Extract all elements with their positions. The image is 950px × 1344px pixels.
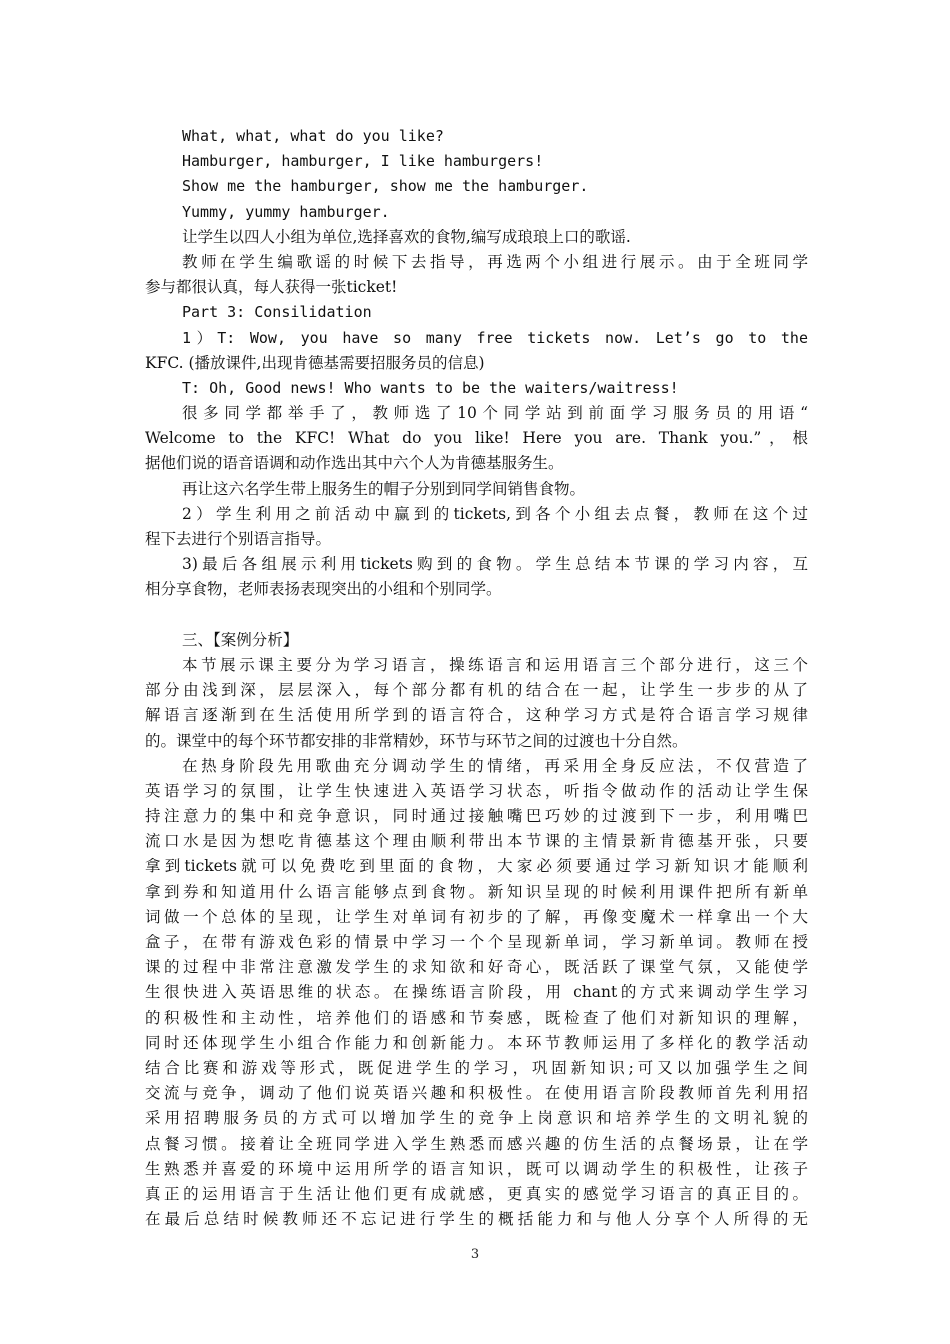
analysis-p2-line: 交流与竞争，调动了他们说英语兴趣和积极性。在使用语言阶段教师首先利用招 bbox=[145, 1084, 808, 1103]
chant-line: Yummy, yummy hamburger. bbox=[182, 202, 390, 221]
hat-paragraph: 再让这六名学生带上服务生的帽子分别到同学间销售食物。 bbox=[182, 479, 586, 498]
chant-line: Hamburger, hamburger, I like hamburgers! bbox=[182, 152, 544, 171]
teacher-guidance-line: 教师在学生编歌谣的时候下去指导，再选两个小组进行展示。由于全班同学 bbox=[182, 252, 808, 271]
part3-item1-line: KFC. (播放课件,出现肯德基需要招服务员的信息) bbox=[145, 353, 485, 372]
analysis-p2-line: 点餐习惯。接着让全班同学进入学生熟悉而感兴趣的仿生活的点餐场景，让在学 bbox=[145, 1134, 808, 1153]
analysis-p2-line: 课的过程中非常注意激发学生的求知欲和好奇心，既活跃了课堂气氛，又能使学 bbox=[145, 958, 808, 977]
part3-item2-line: 程下去进行个别语言指导。 bbox=[145, 530, 332, 548]
waiter-paragraph-line: 很多同学都举手了，教师选了10个同学站到前面学习服务员的用语“ bbox=[182, 404, 808, 423]
analysis-p2-line: 流口水是因为想吃肯德基这个理由顺利带出本节课的主情景新肯德基开张，只要 bbox=[145, 832, 808, 851]
analysis-p1-line: 解语言逐渐到在生活使用所学到的语言符合，这种学习方式是符合语言学习规律 bbox=[145, 706, 808, 725]
part3-item3-line: 相分享食物，老师表扬表现突出的小组和个别同学。 bbox=[145, 580, 502, 599]
analysis-p2-line: 生熟悉并喜爱的环境中运用所学的语言知识，既可以调动学生的积极性，让孩子 bbox=[145, 1159, 808, 1178]
chant-line: Show me the hamburger, show me the hamburger. bbox=[182, 177, 589, 196]
analysis-p1-line: 部分由浅到深，层层深入，每个部分都有机的结合在一起，让学生一步步的从了 bbox=[145, 681, 808, 700]
analysis-p2-line: 拿到券和知道用什么语言能够点到食物。新知识呈现的时候利用课件把所有新单 bbox=[145, 882, 808, 901]
teacher-guidance-line: 参与都很认真，每人获得一张ticket! bbox=[145, 278, 398, 297]
analysis-p2-line: 盒子，在带有游戏色彩的情景中学习一个个呈现新单词，学习新单词。教师在授 bbox=[145, 933, 808, 951]
part3-heading: Part 3: Consilidation bbox=[182, 303, 372, 322]
analysis-p2-line: 词做一个总体的呈现，让学生对单词有初步的了解，再像变魔术一样拿出一个大 bbox=[145, 907, 808, 926]
part3-item1-line: 1）T: Wow, you have so many free tickets now. Let’s go to the bbox=[182, 328, 808, 347]
analysis-heading: 三、【案例分析】 bbox=[182, 630, 299, 649]
good-news-line: T: Oh, Good news! Who wants to be the waiters/waitress! bbox=[182, 378, 679, 397]
part3-item3-line: 3)最后各组展示利用tickets购到的食物。学生总结本节课的学习内容，互 bbox=[182, 555, 808, 574]
analysis-p2-line: 的积极性和主动性，培养他们的语感和节奏感，既检查了他们对新知识的理解， bbox=[145, 1008, 808, 1027]
waiter-paragraph-line: 据他们说的语音语调和动作选出其中六个人为肯德基服务生。 bbox=[145, 454, 564, 473]
analysis-p2-line: 英语学习的氛围，让学生快速进入英语学习状态，听指令做动作的活动让学生保 bbox=[145, 781, 808, 800]
analysis-p2-line: 生很快进入英语思维的状态。在操练语言阶段，用 chant的方式来调动学生学习 bbox=[145, 983, 808, 1002]
waiter-paragraph-line: Welcome to the KFC! What do you like! Here you are. Thank you.”，根 bbox=[145, 429, 808, 448]
analysis-p2-line: 持注意力的集中和竞争意识，同时通过接触嘴巴巧妙的过渡到下一步，利用嘴巴 bbox=[145, 807, 808, 826]
page-number: 3 bbox=[470, 1247, 480, 1262]
analysis-p2-line: 拿到tickets就可以免费吃到里面的食物，大家必须要通过学习新知识才能顺利 bbox=[145, 857, 808, 876]
analysis-p2-line: 采用招聘服务员的方式可以增加学生的竞争上岗意识和培养学生的文明礼貌的 bbox=[145, 1109, 808, 1128]
analysis-p2-line: 结合比赛和游戏等形式，既促进学生的学习，巩固新知识;可又以加强学生之间 bbox=[145, 1058, 808, 1077]
analysis-p2-line: 在最后总结时候教师还不忘记进行学生的概括能力和与他人分享个人所得的无 bbox=[145, 1210, 808, 1229]
analysis-p2-line: 同时还体现学生小组合作能力和创新能力。本环节教师运用了多样化的教学活动 bbox=[145, 1033, 808, 1052]
analysis-p2-line: 在热身阶段先用歌曲充分调动学生的情绪，再采用全身反应法，不仅营造了 bbox=[182, 756, 808, 775]
analysis-p1-line: 的。课堂中的每个环节都安排的非常精妙，环节与环节之间的过渡也十分自然。 bbox=[145, 731, 688, 750]
chant-line: What, what, what do you like? bbox=[182, 127, 444, 145]
blank-line bbox=[145, 603, 808, 628]
document-page bbox=[145, 124, 808, 1232]
part3-item2-line: 2）学生利用之前活动中赢到的tickets,到各个小组去点餐，教师在这个过 bbox=[182, 504, 808, 523]
analysis-p1-line: 本节展示课主要分为学习语言，操练语言和运用语言三个部分进行，这三个 bbox=[182, 655, 808, 674]
analysis-p2-line: 真正的运用语言于生活让他们更有成就感，更真实的感觉学习语言的真正目的。 bbox=[145, 1184, 808, 1203]
group-instruction: 让学生以四人小组为单位,选择喜欢的食物,编写成琅琅上口的歌谣. bbox=[182, 227, 631, 246]
